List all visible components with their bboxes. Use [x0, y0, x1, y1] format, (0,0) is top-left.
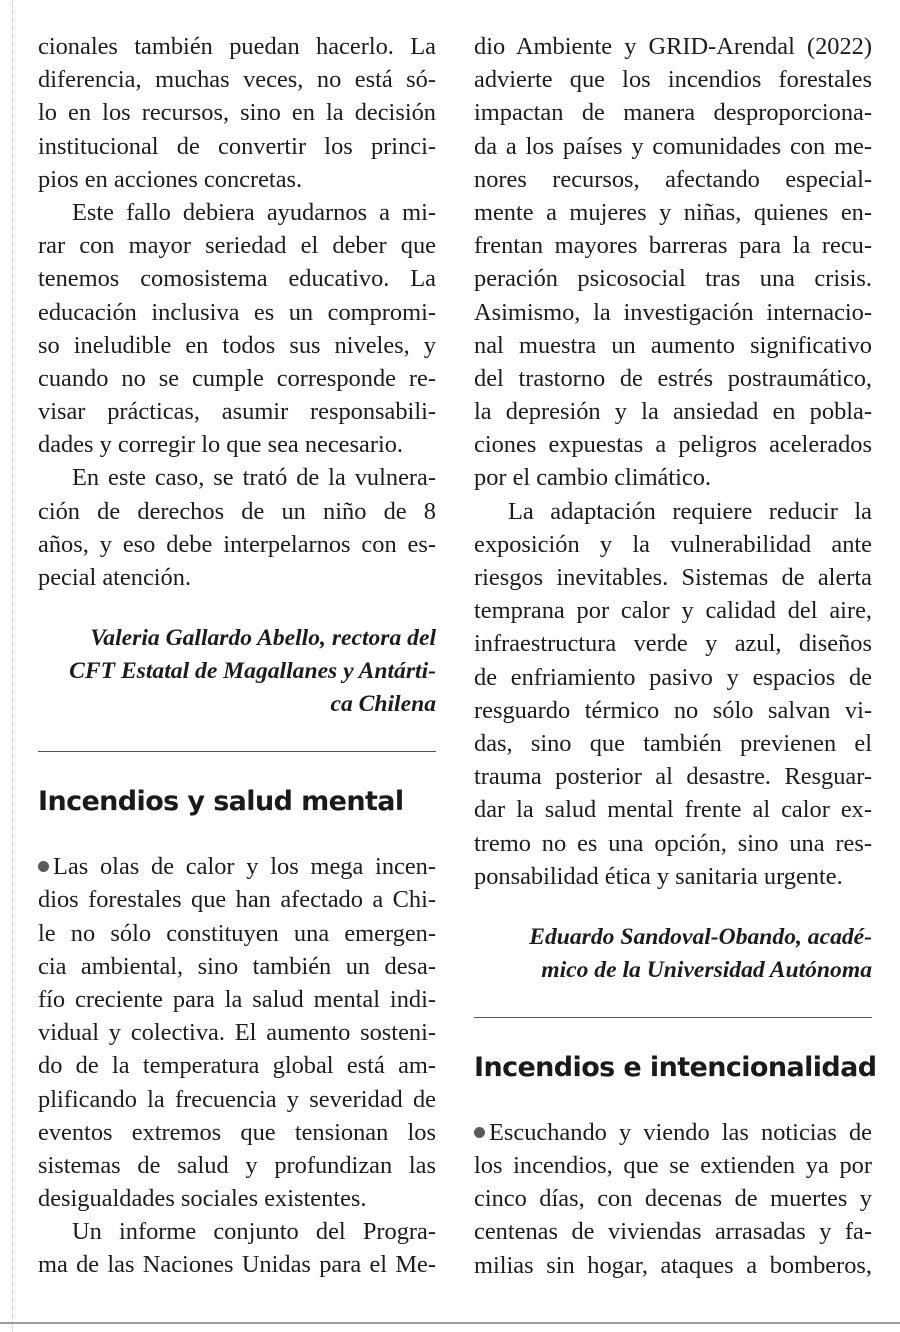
- signature-line: mico de la Universidad Autónoma: [541, 956, 872, 983]
- right-column: [474, 30, 877, 1282]
- left-column: [38, 30, 436, 1282]
- body-line: diferencia, muchas veces, no está só-: [38, 66, 436, 94]
- body-line: sistemas de salud y profundizan las: [38, 1151, 436, 1179]
- body-line: lo en los recursos, sino en la decisión: [38, 99, 436, 127]
- body-line: desigualdades sociales existentes.: [38, 1185, 367, 1213]
- body-line: la depresión y la ansiedad en pobla-: [474, 398, 872, 426]
- body-line: cia ambiental, sino también un desa-: [38, 952, 436, 980]
- body-line: exposición y la vulnerabilidad ante: [474, 530, 872, 558]
- body-line: Un informe conjunto del Progra-: [72, 1218, 436, 1246]
- body-line: so ineludible en todos sus niveles, y: [38, 331, 436, 359]
- body-line: impactan de manera desproporciona-: [474, 99, 872, 127]
- body-line: ciones expuestas a peligros acelerados: [474, 431, 872, 459]
- body-line: cionales también puedan hacerlo. La: [38, 33, 436, 60]
- body-line: da a los países y comunidades con me-: [474, 132, 872, 160]
- body-line: ponsabilidad ética y sanitaria urgente.: [474, 862, 843, 890]
- body-line: milias sin hogar, ataques a bomberos,: [474, 1251, 872, 1279]
- body-line: Las olas de calor y los mega incen-: [38, 850, 436, 883]
- body-line: años, y eso debe interpelarnos con es-: [38, 530, 436, 558]
- body-line: ma de las Naciones Unidas para el Me-: [38, 1251, 436, 1279]
- body-line: dar la salud mental frente al calor ex-: [474, 796, 872, 824]
- section-divider: [474, 1017, 872, 1018]
- body-line: peración psicosocial tras una crisis.: [474, 265, 872, 293]
- signature-line: CFT Estatal de Magallanes y Antárti-: [69, 658, 436, 685]
- body-line: dio Ambiente y GRID-Arendal (2022): [474, 33, 872, 60]
- body-line: riesgos inevitables. Sistemas de alerta: [474, 564, 872, 591]
- body-line: Asimismo, la investigación internacio-: [474, 298, 872, 326]
- body-line: dades y corregir lo que sea necesario.: [38, 431, 404, 459]
- page-edge-margin: [0, 0, 13, 1332]
- body-line: tremo no es una opción, sino una res-: [474, 829, 872, 857]
- body-line: fío creciente para la salud mental indi-: [38, 985, 436, 1013]
- body-line: Este fallo debiera ayudarnos a mi-: [72, 198, 436, 226]
- signature-line: Valeria Gallardo Abello, rectora del: [90, 625, 436, 652]
- body-line: de enfriamiento pasivo y espacios de: [474, 663, 872, 691]
- body-line: plificando la frecuencia y severidad de: [38, 1085, 436, 1113]
- body-line: mente a mujeres y niñas, quienes en-: [474, 198, 872, 226]
- body-line: Escuchando y viendo las noticias de: [474, 1116, 872, 1149]
- body-line: advierte que los incendios forestales: [474, 66, 872, 94]
- body-line: do de la temperatura global está am-: [38, 1052, 436, 1080]
- body-line: cinco días, con decenas de muertes y: [474, 1185, 872, 1213]
- body-line: institucional de convertir los princi-: [38, 132, 436, 160]
- body-line: En este caso, se trató de la vulnera-: [72, 464, 436, 492]
- body-line: La adaptación requiere reducir la: [508, 497, 872, 525]
- bullet-icon: [474, 1127, 485, 1138]
- body-line: pios en acciones concretas.: [38, 165, 303, 193]
- body-line: eventos extremos que tensionan los: [38, 1118, 436, 1146]
- author-signature: [38, 622, 436, 721]
- body-line: pecial atención.: [38, 564, 192, 591]
- author-signature: [474, 921, 872, 987]
- body-line: dios forestales que han afectado a Chi-: [38, 886, 436, 914]
- signature-line: Eduardo Sandoval-Obando, acadé-: [529, 923, 872, 950]
- body-line: das, sino que también previenen el: [474, 729, 872, 757]
- body-line: del trastorno de estrés postraumático,: [474, 364, 872, 392]
- body-line: trauma posterior al desastre. Resguar-: [474, 763, 872, 791]
- body-line: frentan mayores barreras para la recu-: [474, 232, 872, 260]
- body-line: centenas de viviendas arrasadas y fa-: [474, 1218, 872, 1246]
- body-line: le no sólo constituyen una emergen-: [38, 919, 436, 947]
- body-line: visar prácticas, asumir responsabili-: [38, 398, 436, 426]
- body-line: resguardo térmico no sólo salvan vi-: [474, 696, 872, 724]
- section-heading: Incendios e intencionalidad: [474, 1051, 877, 1083]
- body-line: temprana por calor y calidad del aire,: [474, 597, 872, 625]
- body-line: tenemos comosistema educativo. La: [38, 265, 436, 293]
- body-line: nal muestra un aumento significativo: [474, 331, 872, 359]
- body-line: rar con mayor seriedad el deber que: [38, 232, 436, 260]
- body-line: educación inclusiva es un compromi-: [38, 298, 436, 326]
- body-line: cuando no se cumple corresponde re-: [38, 364, 436, 392]
- body-line: los incendios, que se extienden ya por: [474, 1152, 872, 1180]
- body-line: ción de derechos de un niño de 8: [38, 497, 436, 525]
- bullet-icon: [38, 861, 49, 872]
- page-bottom-rule: [0, 1322, 900, 1324]
- section-divider: [38, 751, 436, 752]
- body-line: por el cambio climático.: [474, 464, 712, 492]
- body-line: vidual y colectiva. El aumento sosteni-: [38, 1019, 436, 1047]
- signature-line: ca Chilena: [330, 691, 436, 718]
- body-line: nores recursos, afectando especial-: [474, 165, 872, 193]
- section-heading: Incendios y salud mental: [38, 786, 404, 818]
- body-line: infraestructura verde y azul, diseños: [474, 630, 872, 658]
